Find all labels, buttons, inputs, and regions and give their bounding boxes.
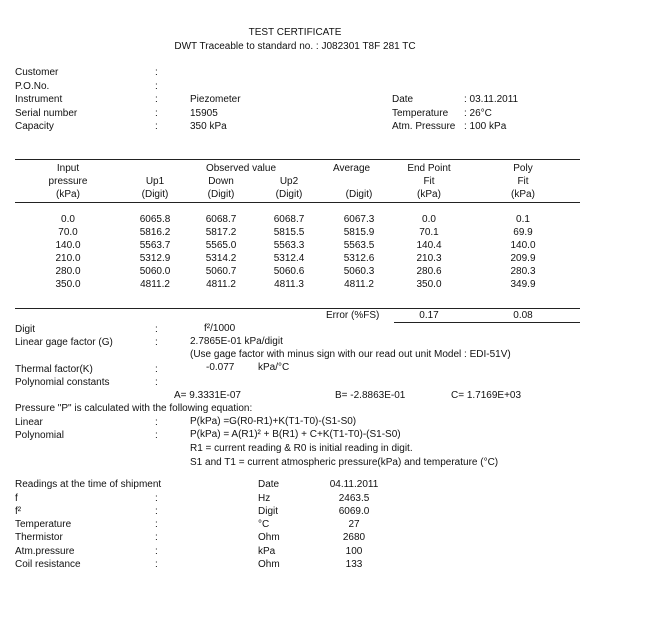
gage-factor-note: (Use gage factor with minus sign with our read out unit Model : EDI-51V)	[190, 349, 511, 360]
equations-colon: :	[155, 417, 158, 428]
info-value-temperature: : 26°C	[464, 108, 492, 119]
info-value-atm-pressure: : 100 kPa	[464, 121, 507, 132]
info-label-serial: Serial number	[15, 108, 78, 119]
constant-b: B= -2.8863E-01	[335, 390, 406, 401]
digit-label: Digit	[15, 324, 36, 335]
linear-equation: P(kPa) =G(R0-R1)+K(T1-T0)-(S1-S0)	[190, 416, 357, 427]
info-label-capacity: Capacity	[15, 121, 54, 132]
constant-a: A= 9.3331E-07	[174, 390, 241, 401]
equations-colon: :	[155, 430, 158, 441]
table-header-rule	[15, 202, 580, 203]
header-poly: Poly Fit (kPa)	[511, 163, 535, 200]
info-label-atm-pressure: Atm. Pressure	[392, 121, 456, 132]
info-label-po: P.O.No.	[15, 81, 50, 92]
params-colon: :	[155, 377, 158, 388]
params-colon: :	[155, 364, 158, 375]
thermal-factor-label: Thermal factor(K)	[15, 364, 93, 375]
thermal-factor-value: -0.077	[206, 362, 235, 373]
info-label-instrument: Instrument	[15, 94, 63, 105]
gage-factor-value: 2.7865E-01 kPa/digit	[190, 336, 283, 347]
info-colon: :	[155, 108, 158, 119]
shipment-header-value: 04.11.2011	[329, 479, 379, 490]
shipment-header-unit: Date	[258, 479, 280, 490]
equation-note-s1-t1: S1 and T1 = current atmospheric pressure(kPa) and temperature (°C)	[190, 457, 499, 468]
certificate-subtitle: DWT Traceable to standard no. : J082301 T8F 281 TC	[174, 41, 416, 52]
info-value-capacity: 350 kPa	[190, 121, 227, 132]
error-rule	[394, 322, 580, 323]
thermal-factor-unit: kPa/°C	[258, 362, 290, 373]
info-colon: :	[155, 67, 158, 78]
linear-label: Linear	[15, 417, 43, 428]
gage-factor-label: Linear gage factor (G)	[15, 337, 113, 348]
table-bottom-rule	[15, 308, 580, 309]
info-colon: :	[155, 81, 158, 92]
params-colon: :	[155, 337, 158, 348]
certificate-title: TEST CERTIFICATE	[248, 27, 342, 38]
info-label-customer: Customer	[15, 67, 59, 78]
polynomial-label: Polynomial	[15, 430, 64, 441]
header-average-unit: (Digit)	[345, 189, 373, 200]
header-observed-value: Observed value	[205, 163, 277, 174]
header-up2: Up2 (Digit)	[275, 176, 303, 200]
digit-value: f²/1000	[204, 323, 236, 334]
header-input: Input pressure (kPa)	[48, 163, 88, 200]
info-colon: :	[155, 121, 158, 132]
info-colon: :	[155, 94, 158, 105]
header-down: Down (Digit)	[207, 176, 235, 200]
equation-intro: Pressure "P" is calculated with the following equation:	[15, 403, 253, 414]
constant-c: C= 1.7169E+03	[451, 390, 522, 401]
info-label-date: Date	[392, 94, 414, 105]
params-colon: :	[155, 324, 158, 335]
header-up1: Up1 (Digit)	[141, 176, 169, 200]
header-end-point: End Point Fit (kPa)	[407, 163, 451, 200]
info-value-date: : 03.11.2011	[464, 94, 519, 105]
error-end-point: 0.17	[419, 310, 439, 321]
table-top-rule	[15, 159, 580, 160]
info-label-temperature: Temperature	[392, 108, 449, 119]
info-value-serial: 15905	[190, 108, 218, 119]
error-label: Error (%FS)	[326, 310, 380, 321]
polynomial-equation: P(kPa) = A(R1)² + B(R1) + C+K(T1-T0)-(S1-S0)	[190, 429, 401, 440]
polynomial-constants-label: Polynomial constants	[15, 377, 110, 388]
test-certificate-page: TEST CERTIFICATE DWT Traceable to standard no. : J082301 T8F 281 TC Customer P.O.No. Instrument Serial number Capacity : : : : : Piezometer 15905 350 kPa Date Temperature Atm. Pressure : 03.11.2011 : 26°C : 100 kPa Input pressure (kPa) Up1 (Digit) Observed value Down (Digit) Up2 (Digit) Average (Digit) End Point Fit (kPa) Poly Fit (kPa) 0.0 6065.8 6068.7 6068.7 6067.3 0.0 0.1 70.0 5816.2 5817.2 5815.5 5815.9 70.1 69.9 140.0 5563.7 5565.0 5563.3 5563.5 140.4 140.0 210.0 5312.9 5314.2 5312.4 5312.6 210.3 209.9 280.0 5060.0 5060.7 5060.6 5060.3 280.6 280.3 350.0 4811.2 4811.2 4811.3 4811.2 350.0 349.9 Error (%FS) 0.17 0.08 Digit : f²/1000 Linear gage factor (G) : 2.7865E-01 kPa/digit (Use gage factor with minus sign with our read out unit Model : EDI-51V) Thermal factor(K) : -0.077 kPa/°C Polynomial constants : A= 9.3331E-07 B= -2.8863E-01 C= 1.7169E+03 Pressure "P" is calculated with the following equation: Linear : P(kPa) =G(R0-R1)+K(T1-T0)-(S1-S0) Polynomial : P(kPa) = A(R1)² + B(R1) + C+K(T1-T0)-(S1-S0) R1 = current reading & R0 is initial reading in digit. S1 and T1 = current atmospheric pressure(kPa) and temperature (°C) Readings at the time of shipment Date 04.11.2011 f : Hz 2463.5 f² : Digit 6069.0 Temperature : °C 27 Thermistor : Ohm 2680 Atm.pressure : kPa 100 Coil resistance : Ohm 133	[0, 0, 649, 624]
header-average: Average	[333, 163, 371, 174]
error-poly: 0.08	[513, 310, 533, 321]
shipment-header-label: Readings at the time of shipment	[15, 479, 162, 490]
equation-note-r1: R1 = current reading & R0 is initial reading in digit.	[190, 443, 413, 454]
info-value-instrument: Piezometer	[190, 94, 241, 105]
